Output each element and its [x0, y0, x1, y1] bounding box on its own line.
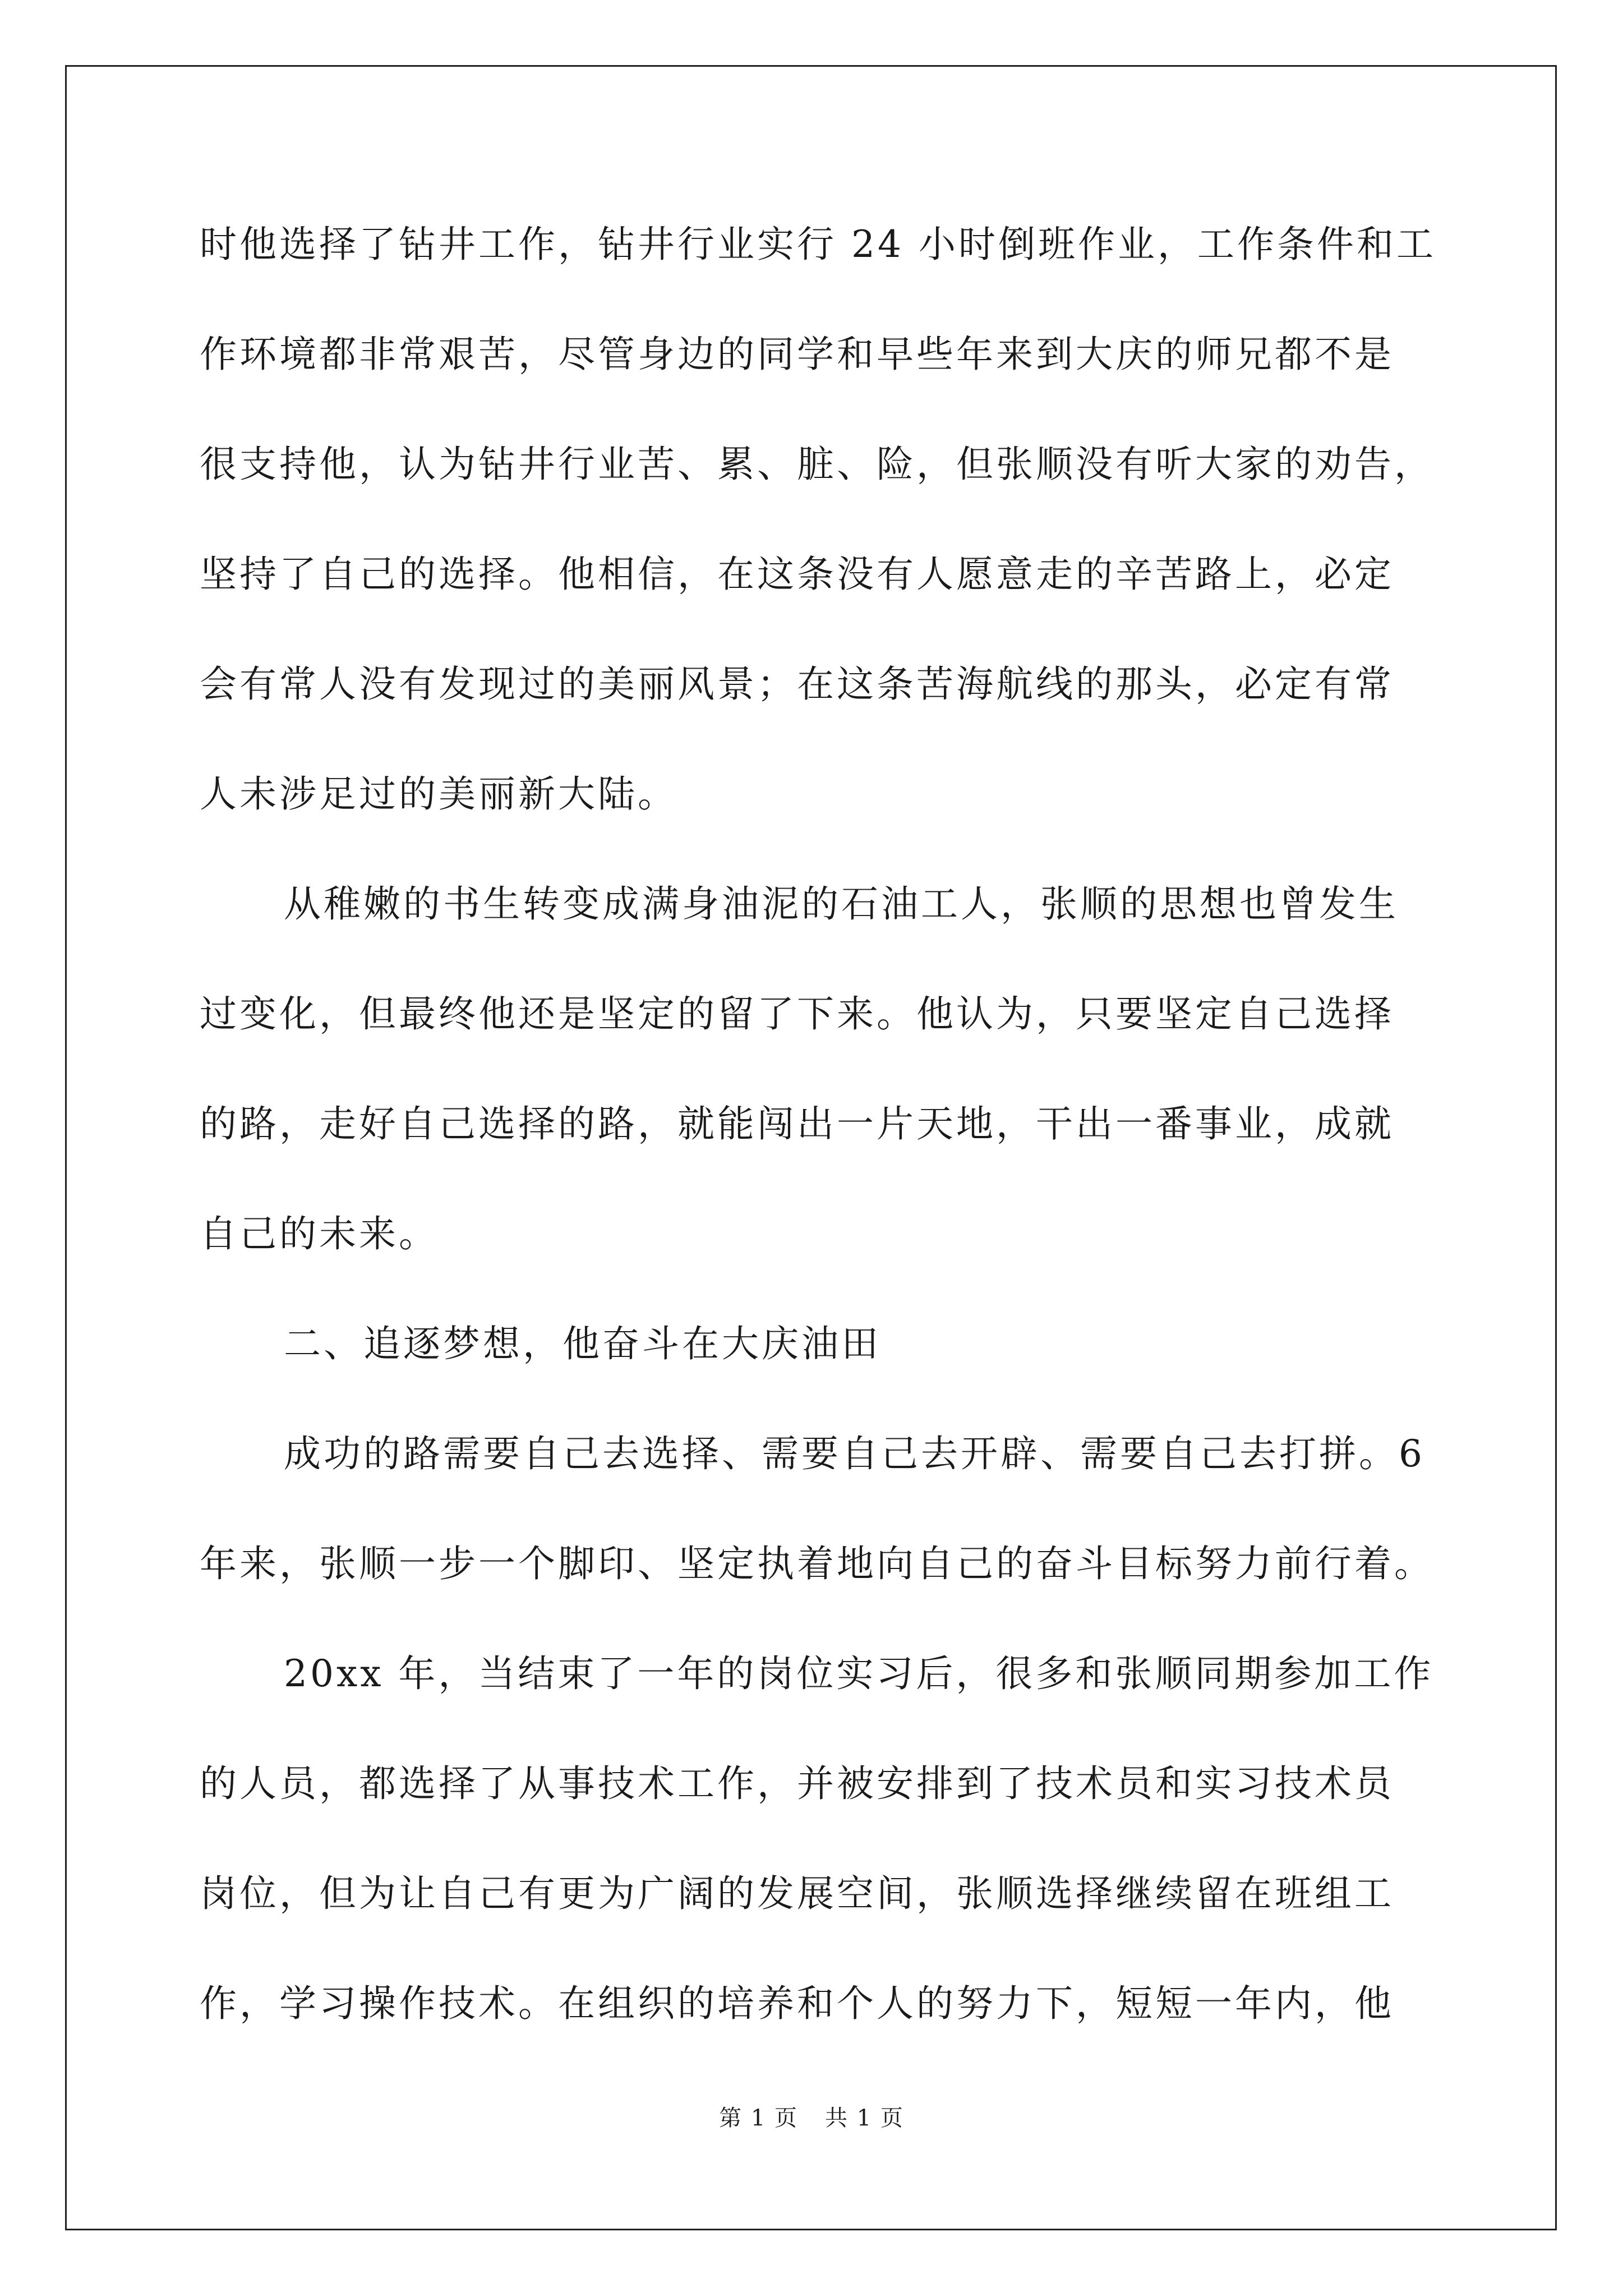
text-line: 的人员，都选择了从事技术工作，并被安排到了技术员和实习技术员 [200, 1762, 1394, 1805]
document-body [200, 218, 1439, 2087]
text-line: 坚持了自己的选择。他相信，在这条没有人愿意走的辛苦路上，必定 [200, 553, 1394, 596]
section-heading: 二、追逐梦想，他奋斗在大庆油田 [284, 1322, 881, 1365]
text-line: 的路，走好自己选择的路，就能闯出一片天地，干出一番事业，成就 [200, 1102, 1394, 1145]
page-number: 第 1 页 [719, 2105, 798, 2131]
paragraph-first-line: 从稚嫩的书生转变成满身油泥的石油工人，张顺的思想也曾发生 [284, 882, 1399, 926]
page-total: 共 1 页 [825, 2105, 904, 2131]
text-line: 很支持他，认为钻井行业苦、累、脏、险，但张顺没有听大家的劝告， [200, 443, 1434, 486]
text-line: 岗位，但为让自己有更为广阔的发展空间，张顺选择继续留在班组工 [200, 1872, 1394, 1915]
text-line: 时他选择了钻井工作，钻井行业实行 24 小时倒班作业，工作条件和工 [200, 223, 1436, 266]
text-line: 自己的未来。 [200, 1212, 439, 1255]
text-line: 过变化，但最终他还是坚定的留了下来。他认为，只要坚定自己选择 [200, 992, 1394, 1036]
text-line: 作，学习操作技术。在组织的培养和个人的努力下，短短一年内，他 [200, 1982, 1394, 2025]
text-line: 会有常人没有发现过的美丽风景；在这条苦海航线的那头，必定有常 [200, 662, 1394, 706]
text-line: 作环境都非常艰苦，尽管身边的同学和早些年来到大庆的师兄都不是 [200, 333, 1394, 376]
text-line: 人未涉足过的美丽新大陆。 [200, 772, 677, 816]
text-line: 年来，张顺一步一个脚印、坚定执着地向自己的奋斗目标努力前行着。 [200, 1542, 1434, 1585]
paragraph-first-line: 20xx 年，当结束了一年的岗位实习后，很多和张顺同期参加工作 [284, 1652, 1434, 1695]
paragraph-first-line: 成功的路需要自己去选择、需要自己去开辟、需要自己去打拼。6 [284, 1432, 1425, 1475]
page-footer [0, 2101, 1623, 2135]
